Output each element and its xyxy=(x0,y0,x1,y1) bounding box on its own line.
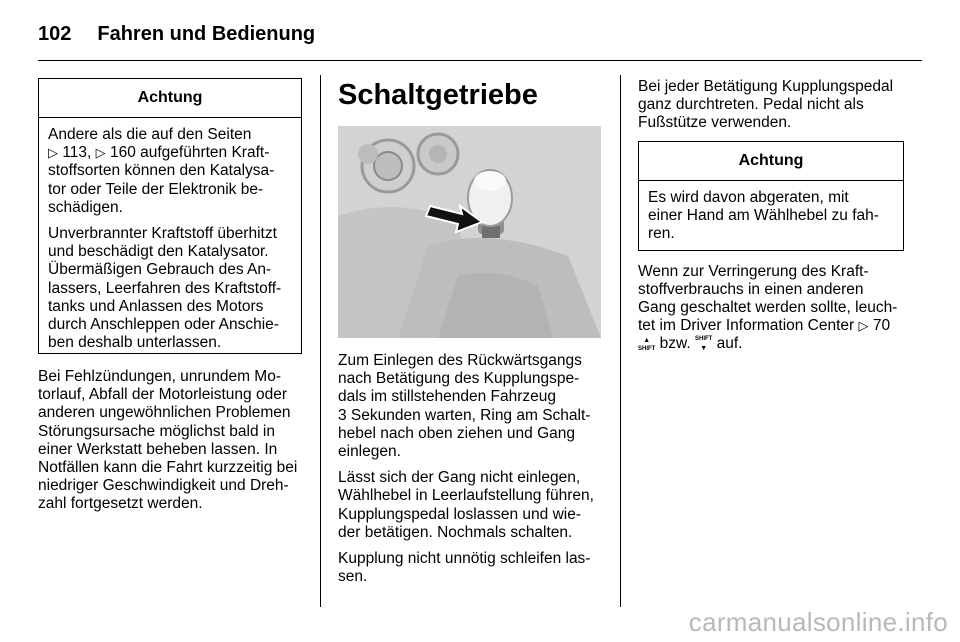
text-line: ren. xyxy=(648,225,675,243)
text-line: stoffverbrauchs in einen anderen xyxy=(638,280,864,298)
warning-paragraph xyxy=(48,126,292,217)
text-line: lassers, Leerfahren des Kraftstoff- xyxy=(48,279,282,297)
warning-box-body xyxy=(639,181,903,250)
body-paragraph xyxy=(638,78,904,133)
page-number: 102 xyxy=(38,22,72,45)
text-line: der betätigen. Nochmals schalten. xyxy=(338,523,573,541)
watermark: carmanualsonline.info xyxy=(688,607,948,637)
text-line: schädigen. xyxy=(48,198,123,216)
page-reference-icon: ▷ xyxy=(48,145,58,161)
text-line: Kupplungspedal loslassen und wie- xyxy=(338,505,581,523)
text-line: sen. xyxy=(338,568,368,586)
text-line: einer Hand am Wählhebel zu fah- xyxy=(648,206,879,224)
text-line: 113, xyxy=(62,144,96,162)
text-line: Lässt sich der Gang nicht einlegen, xyxy=(338,469,581,487)
text-line: Bei Fehlzündungen, unrundem Mo- xyxy=(38,368,281,385)
gear-shift-photo xyxy=(338,126,601,338)
text-line: dals im stillstehenden Fahrzeug xyxy=(338,388,556,406)
text-line: Unverbrannter Kraftstoff überhitzt xyxy=(48,225,277,243)
right-column xyxy=(638,78,904,362)
body-paragraph xyxy=(638,263,904,355)
warning-paragraph xyxy=(48,225,292,352)
text-line: zahl fortgesetzt werden. xyxy=(38,495,203,513)
text-line: auf. xyxy=(712,335,743,353)
page-reference-icon: ▷ xyxy=(95,145,106,161)
text-line: Bei jeder Betätigung Kupplungspedal xyxy=(638,78,894,95)
text-line: Übermäßigen Gebrauch des An- xyxy=(48,261,272,279)
warning-box-title: Achtung xyxy=(639,142,903,181)
text-line: einlegen. xyxy=(338,443,401,461)
text-line: tor oder Teile der Elektronik be- xyxy=(48,180,264,198)
text-line: nach Betätigung des Kupplungspe- xyxy=(338,370,580,388)
text-line: 160 aufgeführten Kraft- xyxy=(109,144,270,162)
text-line: Fußstütze verwenden. xyxy=(638,114,792,132)
body-paragraph xyxy=(338,469,604,542)
text-line: tanks und Anlassen des Motors xyxy=(48,297,264,315)
text-line: Andere als die auf den Seiten xyxy=(48,126,252,143)
text-line: tet im Driver Information Center xyxy=(638,317,859,335)
text-line: ben deshalb unterlassen. xyxy=(48,334,222,352)
column-divider-right xyxy=(620,75,621,607)
text-line: Störungsursache möglichst bald in xyxy=(38,422,275,440)
shift-up-icon: ▲ SHIFT xyxy=(638,337,656,353)
left-column xyxy=(38,78,302,522)
header-rule xyxy=(38,60,922,61)
warning-box-body xyxy=(39,118,301,366)
text-line: einer Werkstatt beheben lassen. In xyxy=(38,440,278,458)
shift-down-icon: SHIFT ▼ xyxy=(694,336,713,353)
text-line: anderen ungewöhnlichen Problemen xyxy=(38,404,291,422)
warning-box-title: Achtung xyxy=(39,79,301,118)
page-header xyxy=(38,18,315,50)
section-title: Schaltgetriebe xyxy=(338,79,538,111)
warning-box xyxy=(638,141,904,251)
text-line: durch Anschleppen oder Anschie- xyxy=(48,316,279,334)
text-line: torlauf, Abfall der Motorleistung oder xyxy=(38,386,287,404)
warning-box xyxy=(38,78,302,354)
text-line: bzw. xyxy=(655,335,695,353)
text-line: niedriger Geschwindigkeit und Dreh- xyxy=(38,477,289,495)
text-line: Zum Einlegen des Rückwärtsgangs xyxy=(338,352,582,369)
text-line: hebel nach oben ziehen und Gang xyxy=(338,424,576,442)
body-paragraph xyxy=(338,352,604,461)
body-paragraph xyxy=(338,550,604,586)
gear-shift-illustration xyxy=(338,126,601,338)
text-line: 3 Sekunden warten, Ring am Schalt- xyxy=(338,406,591,424)
text-line: ganz durchtreten. Pedal nicht als xyxy=(638,96,864,114)
text-line: Es wird davon abgeraten, mit xyxy=(648,188,849,206)
text-line: Wählhebel in Leerlaufstellung führen, xyxy=(338,487,594,505)
text-line: 70 xyxy=(872,317,891,335)
text-line: Notfällen kann die Fahrt kurzzeitig bei xyxy=(38,459,298,477)
text-line: stoffsorten können den Katalysa- xyxy=(48,162,275,180)
middle-column xyxy=(338,78,604,594)
text-line: und beschädigt den Katalysator. xyxy=(48,243,269,261)
text-line: Wenn zur Verringerung des Kraft- xyxy=(638,262,869,280)
column-divider-left xyxy=(320,75,321,607)
page-reference-icon: ▷ xyxy=(858,318,869,334)
text-line: Kupplung nicht unnötig schleifen las- xyxy=(338,550,591,568)
chapter-title: Fahren und Bedienung xyxy=(97,22,316,45)
text-line: Gang geschaltet werden sollte, leuch- xyxy=(638,299,898,317)
body-paragraph xyxy=(38,368,302,514)
